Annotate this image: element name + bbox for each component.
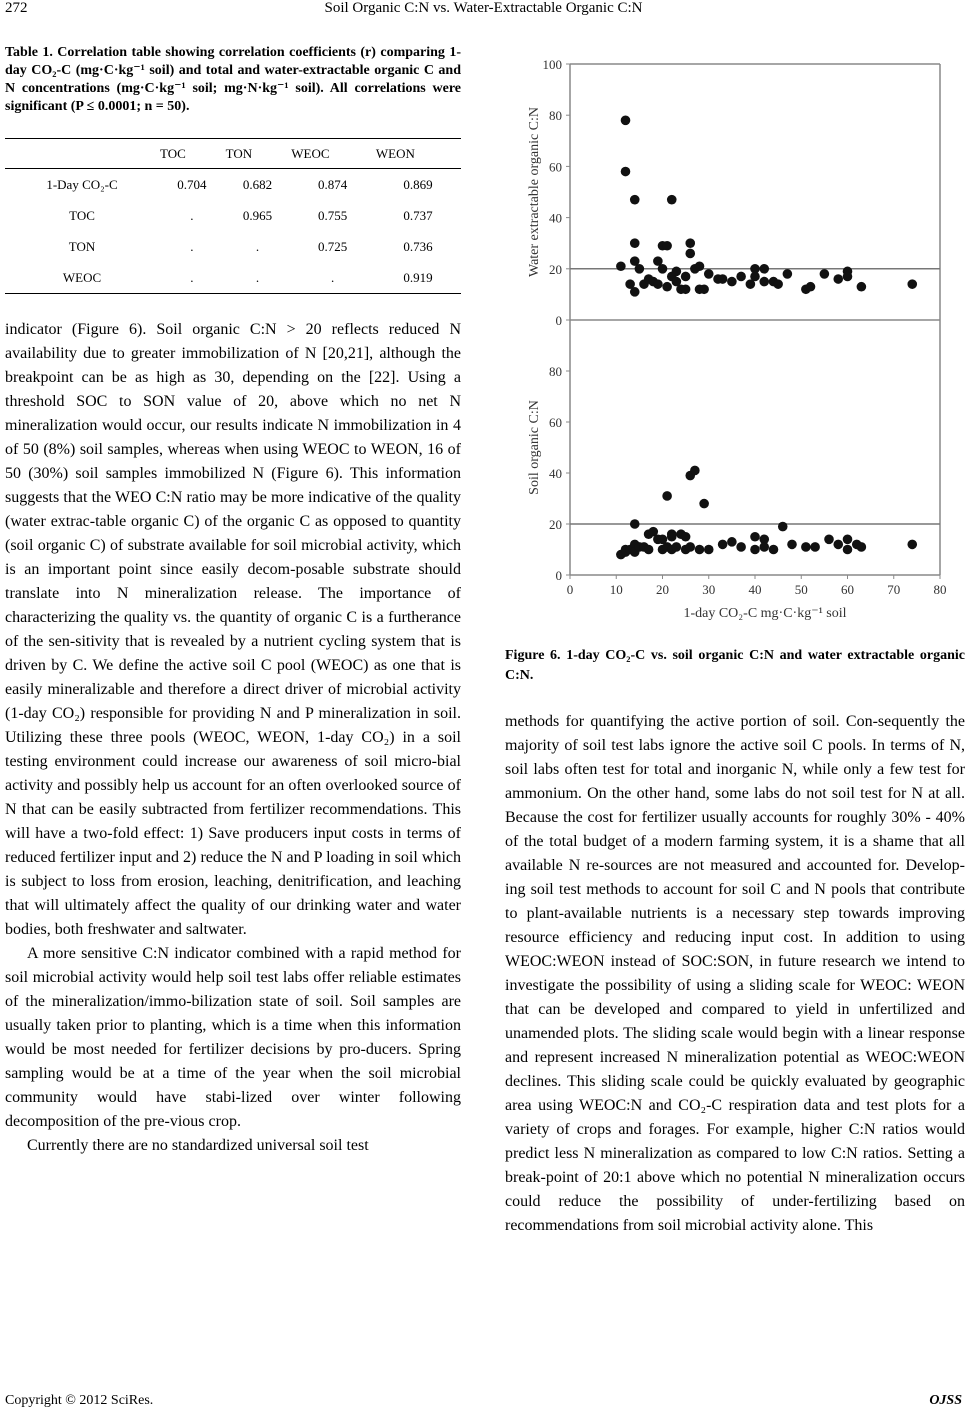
correlation-table: [5, 138, 461, 294]
footer-journal: OJSS: [929, 1393, 962, 1408]
data-point: [759, 277, 769, 287]
table-cell: .: [225, 262, 291, 294]
table-cell: .: [190, 207, 194, 223]
chart-panel-soil-cn: [527, 320, 947, 621]
table-cell: .: [159, 262, 225, 294]
data-point: [843, 545, 853, 555]
data-point: [653, 279, 663, 289]
y-tick-label: 0: [555, 313, 562, 328]
data-point: [630, 195, 640, 205]
y-axis-label: Water extractable organic C:N: [527, 106, 542, 278]
data-point: [699, 284, 709, 294]
table-cell: 0.725: [317, 238, 348, 254]
figure-caption-text: 1-day CO₂-C vs. soil organic C:N and water extractable organic C:N.: [505, 648, 965, 683]
data-point: [699, 499, 709, 509]
data-point: [685, 249, 695, 259]
data-point: [690, 466, 700, 476]
data-point: [616, 261, 626, 271]
data-point: [658, 264, 668, 274]
y-tick-label: 40: [549, 210, 562, 226]
x-tick-label: 10: [609, 582, 623, 597]
x-axis-label: 1-day CO₂-C mg·C·kg⁻¹ soil: [683, 606, 847, 621]
table-row: [5, 262, 461, 294]
data-point: [662, 282, 672, 292]
data-point: [695, 545, 705, 555]
data-point: [769, 545, 779, 555]
left-column: [5, 44, 461, 1158]
table-cell: 0.874: [317, 176, 348, 192]
y-axis-label: Soil organic C:N: [527, 400, 542, 495]
data-point: [704, 545, 714, 555]
data-point: [907, 279, 917, 289]
right-column: [505, 646, 965, 1238]
table-cell: .: [190, 238, 194, 254]
data-point: [630, 287, 640, 297]
table-cell: 0.755: [317, 207, 348, 223]
y-tick-label: 80: [549, 364, 562, 379]
data-point: [773, 279, 783, 289]
y-tick-label: 20: [549, 517, 562, 532]
data-point: [759, 542, 769, 552]
data-point: [718, 540, 728, 550]
table-cell: 0.704: [177, 176, 207, 192]
table-header-cell: WEOC: [290, 139, 375, 169]
data-point: [750, 272, 760, 282]
y-tick-label: 60: [549, 159, 562, 175]
data-point: [681, 532, 691, 542]
data-point: [685, 238, 695, 248]
data-point: [681, 272, 691, 282]
data-point: [736, 542, 746, 552]
table-cell: WEOC: [5, 262, 159, 294]
data-point: [621, 167, 631, 177]
table-header-cell: TOC: [159, 139, 225, 169]
data-point: [907, 540, 917, 550]
table-cell: 0.682: [242, 176, 273, 192]
body-paragraph: methods for quantifying the active portion of soil. Con-sequently the majority of soil test labs ignore the active soil C pools. In terms of N, soil labs often test for total and inorganic N, while only a few test for ammonium. On the other hand, some labs do not soil test for N at all. Because the cost for fertilizer usually accounts for roughly 30% - 40% of the total budget of a modern farming system, it is a shame that all available N re-sources are not measured and accounted for. Develop-ing soil test methods to account for soil C and N pools that contribute to plant-available nutrients is a necessary step towards improving resource efficiency and reducing input cost. In addition to using WEOC:WEON instead of SOC:SON, in future research we intend to investigate the possibility of using a sliding scale for WEOC: WEON that can be developed and compared to yield in unfertilized and unamended plots. The sliding scale would begin with a linear response and represent increased N mineralization potential as WEOC:WEON declines. This sliding scale could be quickly evaluated by geographic area using WEOC:N and CO₂-C respiration data and test plots for a variety of crops and forages. For example, higher C:N ratios would predict less N mineralization as compared to low C:N ratios. Setting a break-point of 20:1 above which no potential N mineralization occurs could reduce the possibility of under-fertilizing based on recommendations from soil microbial activity alone. This: [505, 713, 965, 1234]
data-point: [759, 264, 769, 274]
footer-copyright: Copyright © 2012 SciRes.: [5, 1393, 154, 1408]
data-point: [662, 241, 672, 251]
data-point: [857, 282, 867, 292]
x-tick-label: 30: [702, 582, 716, 597]
table-cell: 1-Day CO₂-C: [46, 176, 118, 192]
x-tick-label: 20: [656, 582, 669, 597]
data-point: [667, 532, 677, 542]
data-point: [630, 519, 640, 529]
table-caption-text: Correlation table showing correlation coefficients (r) comparing 1-day CO₂-C (mg·C·kg⁻¹ soil) and total and water-extractable organic C and N concentrations (mg·C·kg⁻¹ soil; mg·N·kg⁻¹ soil). All correlations were significant (P ≤ 0.0001; n = 50).: [5, 45, 461, 114]
data-point: [718, 274, 728, 284]
data-point: [681, 284, 691, 294]
data-point: [695, 261, 705, 271]
data-point: [787, 540, 797, 550]
data-point: [662, 491, 672, 501]
x-tick-label: 80: [933, 582, 947, 597]
data-point: [801, 542, 811, 552]
data-point: [704, 269, 714, 279]
y-tick-label: 0: [555, 568, 562, 583]
data-point: [667, 195, 677, 205]
y-tick-label: 100: [542, 57, 562, 72]
x-tick-label: 0: [566, 582, 574, 597]
table-cell: 0.737: [403, 207, 433, 223]
data-point: [727, 537, 737, 547]
data-point: [857, 542, 867, 552]
table-cell: .: [255, 238, 260, 254]
x-tick-label: 60: [841, 582, 854, 597]
table-caption-label: Table 1.: [5, 45, 53, 60]
table-caption: [5, 44, 461, 116]
y-tick-label: 80: [549, 108, 562, 124]
table-cell: 0.919: [375, 262, 461, 294]
table-cell: TON: [68, 238, 96, 254]
data-point: [833, 540, 843, 550]
data-point: [820, 269, 830, 279]
table-header-cell: TON: [225, 139, 291, 169]
chart-panel-weo-cn: [527, 57, 940, 328]
data-point: [644, 545, 654, 555]
y-tick-label: 20: [549, 261, 562, 277]
data-point: [685, 542, 695, 552]
table-cell: TOC: [69, 207, 95, 223]
data-point: [630, 238, 640, 248]
table-row: [5, 200, 461, 231]
data-point: [635, 264, 645, 274]
running-title: Soil Organic C:N vs. Water-Extractable Organic C:N: [324, 0, 643, 16]
data-point: [810, 542, 820, 552]
table-cell: 0.736: [403, 238, 433, 254]
table-header-row: [5, 139, 461, 169]
page-number: 272: [5, 0, 28, 16]
data-point: [672, 542, 682, 552]
data-point: [750, 532, 760, 542]
figure-6-scatter-plots: [510, 50, 965, 630]
y-tick-label: 40: [549, 466, 562, 481]
table-header-cell: WEON: [375, 139, 461, 169]
body-paragraph: Currently there are no standardized universal soil test: [27, 1137, 369, 1154]
table-cell: 0.869: [403, 176, 433, 192]
table-row: [5, 231, 461, 262]
data-point: [833, 274, 843, 284]
table-header-cell: [5, 139, 159, 169]
data-point: [672, 267, 682, 277]
data-point: [750, 545, 760, 555]
x-tick-label: 40: [748, 582, 762, 597]
x-tick-label: 70: [887, 582, 901, 597]
data-point: [621, 116, 631, 126]
table-row: [5, 169, 461, 201]
data-point: [727, 277, 737, 287]
data-point: [778, 522, 788, 532]
data-point: [843, 535, 853, 545]
data-point: [824, 535, 834, 545]
figure-caption: [505, 646, 965, 686]
y-tick-label: 60: [549, 415, 562, 430]
body-paragraph: indicator (Figure 6). Soil organic C:N > 20 reflects reduced N availability due to greater immobilization of N [20,21], although the breakpoint can be as high as 30, depending on the [22]. Using a threshold SOC to SON value of 20, above which no net N mineralization would occur, our results indicate N immobilization in 4 of 50 (8%) soil samples, whereas when using WEOC to WEON, 16 of 50 (30%) soil samples immobilized N (Figure 6). This information suggests that the WEO C:N ratio may be more indicative of the quality (water extrac-table organic C) of the organic C as opposed to quantity (soil organic C) of substrate available for soil microbial activity, which is an important point since easily decom-posable substrate should translate into N mineralization release. The importance of characterizing the quality vs. the quantity of organic C is a furtherance of the sen-sitivity that is revealed by a nutrient cycling system that is driven by C. We define the active soil C pool (WEOC) as one that is easily mineralizable and therefore a direct driver of microbial activity (1-day CO₂) responsible for providing N and P mineralization in soil. Utilizing these three pools (WEOC, WEON, 1-day CO₂) in a soil testing environment could increase our awareness of soil micro-bial activity and possibly help us account for an often overlooked source of N that can be easily subtracted from fertilizer recommendations. This will have a two-fold effect: 1) Save producers input costs in terms of reduced fertilizer input and 2) reduce the N and P loading in soil which is subject to loss from erosion, leaching, denitrification, and leaching that will ultimately affect the quality of our drinking water and water bodies, both freshwater and saltwater.: [5, 321, 461, 938]
figure-caption-label: Figure 6.: [505, 648, 561, 663]
body-paragraph: A more sensitive C:N indicator combined with a rapid method for soil microbial activity would help soil test labs offer reliable estimates of the mineralization/immo-bilization state of soil. Soil samples are usually taken prior to planting, which is a time when this information would be most needed for fertilizer decisions by pro-ducers. Spring sampling would be at a time of the year when the soil microbial community would have stabi-lized over winter following decomposition of the pre-vious crop.: [5, 945, 461, 1130]
table-cell: 0.965: [242, 207, 273, 223]
table-cell: .: [290, 262, 375, 294]
data-point: [736, 272, 746, 282]
data-point: [843, 272, 853, 282]
data-point: [783, 269, 793, 279]
data-point: [806, 282, 816, 292]
x-tick-label: 50: [794, 582, 808, 597]
